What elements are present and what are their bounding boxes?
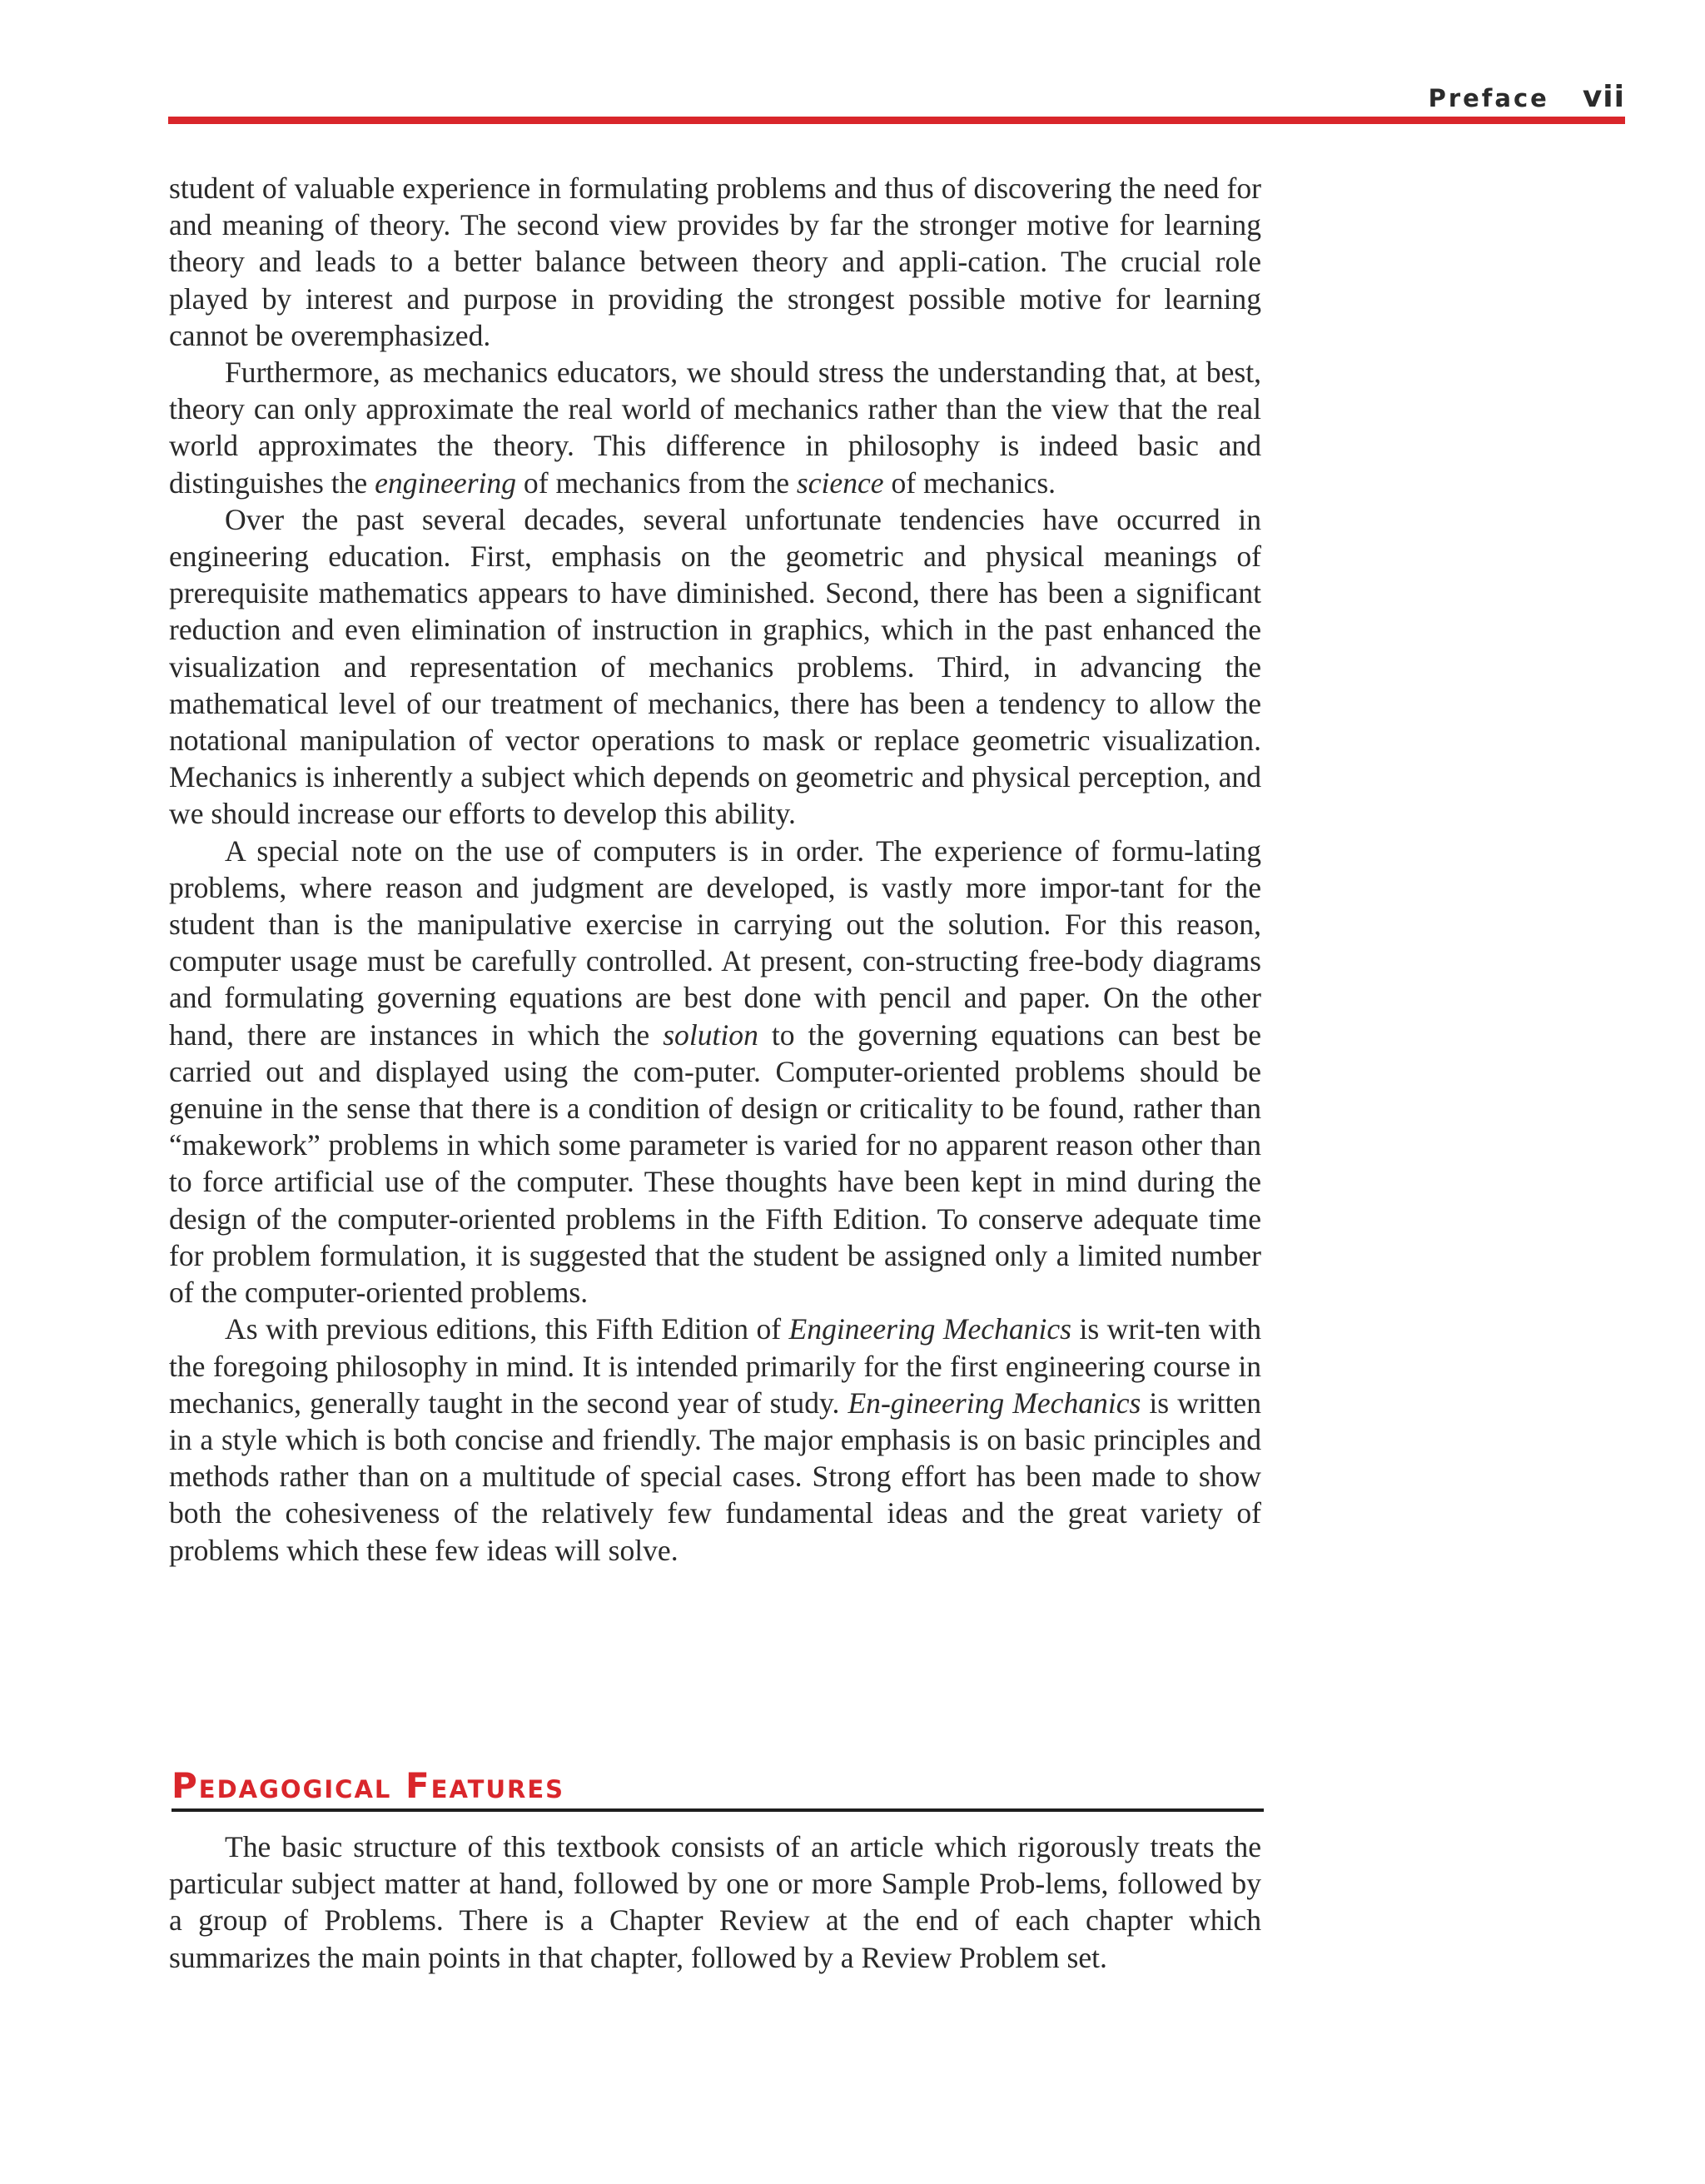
section-heading-rule	[171, 1808, 1264, 1812]
emphasis-text: solution	[663, 1017, 758, 1052]
paragraph	[169, 354, 1261, 501]
paragraph-text: to the governing equations can best be carried out and displayed using the com-puter. Computer-oriented problems should be genuine in the sense that there is a condition of design or criticality to be found, rather than “makework” problems in which some parameter is varied for no apparent reason other than to force artificial use of the computer. These thoughts have been kept in mind during the design of the computer-oriented problems in the Fifth Edition. To conserve adequate time for problem formulation, it is suggested that the student be assigned only a limited number of the computer-oriented problems.	[169, 1017, 1261, 1310]
paragraph-text: A special note on the use of computers is in order. The experience of formu-lating problems, where reason and judgment are developed, is vastly more impor-tant for the student than is the manipulative exercise in carrying out the solution. For this reason, computer usage must be carefully controlled. At present, con-structing free-body diagrams and formulating governing equations are best done with pencil and paper. On the other hand, there are instances in which the	[169, 833, 1261, 1052]
paragraph-text: is written in a style which is both concise and friendly. The major emphasis is on basic principles and methods rather than on a multitude of special cases. Strong effort has been made to show both the cohesiveness of the relatively few fundamental ideas and the great variety of problems which these few ideas will solve.	[169, 1386, 1261, 1567]
paragraph-text: As with previous editions, this Fifth Edition of	[225, 1312, 789, 1346]
running-head-section-title: Preface	[1428, 84, 1549, 112]
emphasis-text: En-gineering Mechanics	[848, 1386, 1141, 1420]
paragraph-text: Over the past several decades, several unfortunate tendencies have occurred in engineering education. First, emphasis on the geometric and physical meanings of prerequisite mathematics appears to have diminished. Second, there has been a significant reduction and even elimination of instruction in graphics, which in the past enhanced the visualization and representation of mechanics problems. Third, in advancing the mathematical level of our treatment of mechanics, there has been a tendency to allow the notational manipulation of vector operations to mask or replace geometric visualization. Mechanics is inherently a subject which depends on geometric and physical perception, and we should increase our efforts to develop this ability.	[169, 502, 1261, 831]
paragraph-text: student of valuable experience in formulating problems and thus of discovering the need for and meaning of theory. The second view provides by far the stronger motive for learning theory and leads to a better balance between theory and appli-cation. The crucial role played by interest and purpose in providing the strongest possible motive for learning cannot be overemphasized.	[169, 172, 1261, 352]
section-body-text	[169, 1828, 1261, 1976]
paragraph-text: of mechanics.	[883, 465, 1056, 500]
header-rule	[168, 117, 1625, 124]
body-text	[169, 170, 1261, 1569]
running-head	[1429, 80, 1625, 114]
page-number: vii	[1582, 80, 1625, 114]
paragraph	[169, 833, 1261, 1311]
paragraph	[169, 1311, 1261, 1568]
paragraph-text: Furthermore, as mechanics educators, we should stress the understanding that, at best, theory can only approximate the real world of mechanics rather than the view that the real world approximates the theory. This difference in philosophy is indeed basic and distinguishes the	[169, 356, 1261, 500]
paragraph	[169, 501, 1261, 833]
emphasis-text: Engineering Mechanics	[788, 1312, 1071, 1346]
section-heading: Pedagogical Features	[171, 1765, 565, 1806]
paragraph	[169, 1828, 1261, 1976]
paragraph-text: is writ-ten with the foregoing philosophy in mind. It is intended primarily for the first engineering course in mechanics, generally taught in the second year of study.	[169, 1312, 1261, 1420]
emphasis-text: engineering	[375, 465, 517, 500]
paragraph-text: The basic structure of this textbook consists of an article which rigorously treats the particular subject matter at hand, followed by one or more Sample Prob-lems, followed by a group of Problems. There is a Chapter Review at the end of each chapter which summarizes the main points in that chapter, followed by a Review Problem set.	[169, 1830, 1261, 1974]
paragraph-continued	[169, 170, 1261, 354]
paragraph-text: of mechanics from the	[516, 465, 797, 500]
emphasis-text: science	[796, 465, 884, 500]
